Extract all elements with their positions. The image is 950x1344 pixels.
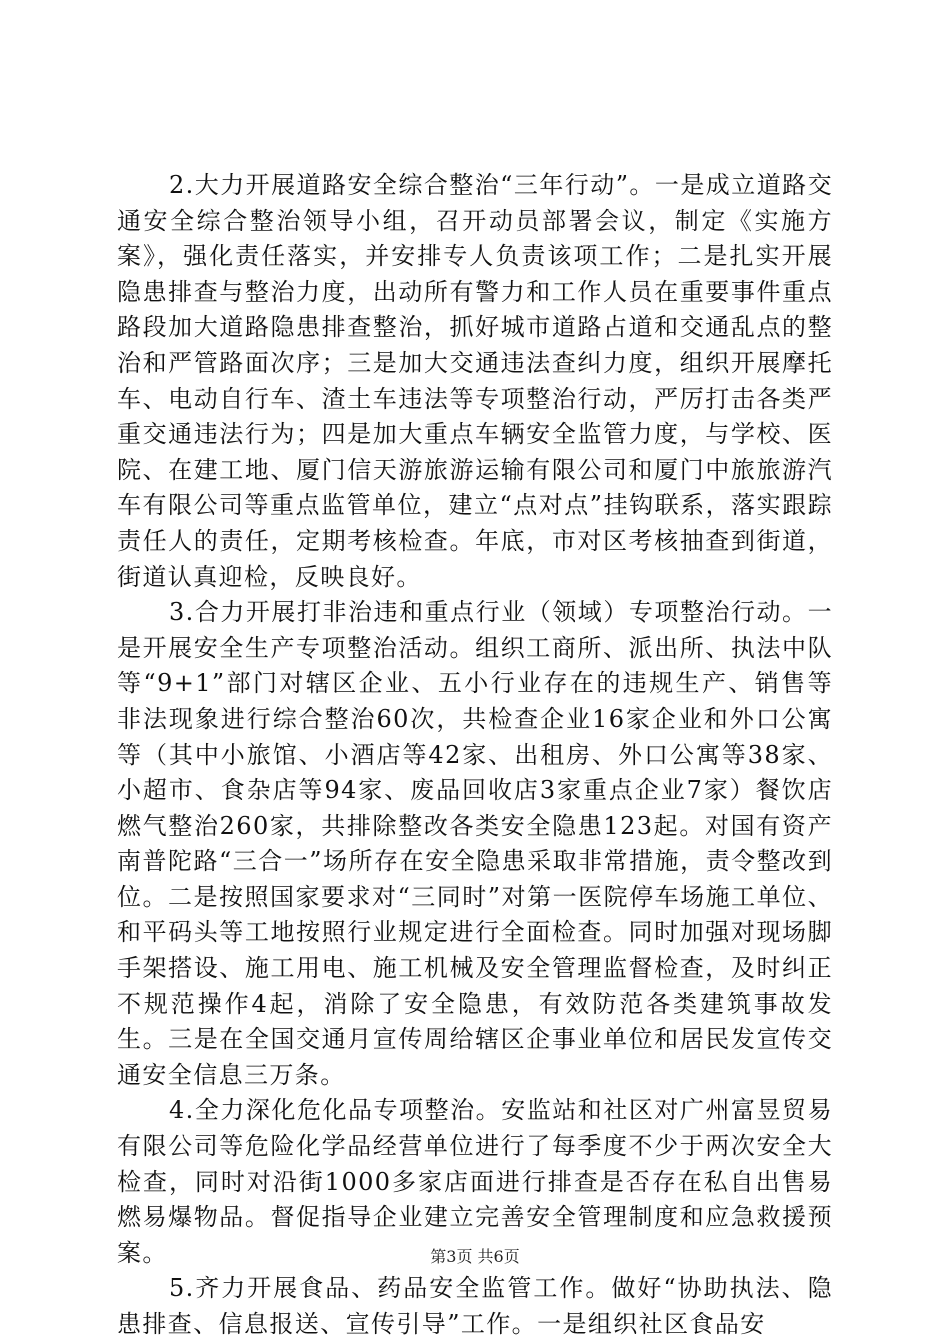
- paragraph-special-rectification: 3.合力开展打非治违和重点行业（领域）专项整治行动。一是开展安全生产专项整治活动。组织工商所、派出所、执法中队等“9+1”部门对辖区企业、五小行业存在的违规生产、销售等非法现象进行综合整治60次，共检查企业16家企业和外口公寓等（其中小旅馆、小酒店等42家、出租房、外口公寓等38家、小超市、食杂店等94家、废品回收店3家重点企业7家）餐饮店燃气整治260家，共排除整改各类安全隐患123起。对国有资产南普陀路“三合一”场所存在安全隐患采取非常措施，责令整改到位。二是按照国家要求对“三同时”对第一医院停车场施工单位、和平码头等工地按照行业规定进行全面检查。同时加强对现场脚手架搭设、施工用电、施工机械及安全管理监督检查，及时纠正不规范操作4起，消除了安全隐患，有效防范各类建筑事故发生。三是在全国交通月宣传周给辖区企事业单位和居民发宣传交通安全信息三万条。: [117, 598, 833, 1089]
- paragraph-hazardous-chemicals: 4.全力深化危化品专项整治。安监站和社区对广州富昱贸易有限公司等危险化学品经营单位进行了每季度不少于两次安全大检查，同时对沿街1000多家店面进行排查是否存在私自出售易燃易爆物品。督促指导企业建立完善安全管理制度和应急救援预案。: [117, 1096, 833, 1267]
- paragraph-road-safety: 2.大力开展道路安全综合整治“三年行动”。一是成立道路交通安全综合整治领导小组，召开动员部署会议，制定《实施方案》，强化责任落实，并安排专人负责该项工作；二是扎实开展隐患排查与整治力度，出动所有警力和工作人员在重要事件重点路段加大道路隐患排查整治，抓好城市道路占道和交通乱点的整治和严管路面次序；三是加大交通违法查纠力度，组织开展摩托车、电动自行车、渣土车违法等专项整治行动，严厉打击各类严重交通违法行为；四是加大重点车辆安全监管力度，与学校、医院、在建工地、厦门信天游旅游运输有限公司和厦门中旅旅游汽车有限公司等重点监管单位，建立“点对点”挂钩联系，落实跟踪责任人的责任，定期考核检查。年底，市对区考核抽查到街道，街道认真迎检，反映良好。: [117, 171, 833, 591]
- page-number-footer: 第3页 共6页: [430, 1247, 520, 1266]
- paragraph-food-drug-safety: 5.齐力开展食品、药品安全监管工作。做好“协助执法、隐患排查、信息报送、宣传引导”工作。一是组织社区食品安: [117, 1274, 833, 1338]
- document-body: [117, 168, 833, 1343]
